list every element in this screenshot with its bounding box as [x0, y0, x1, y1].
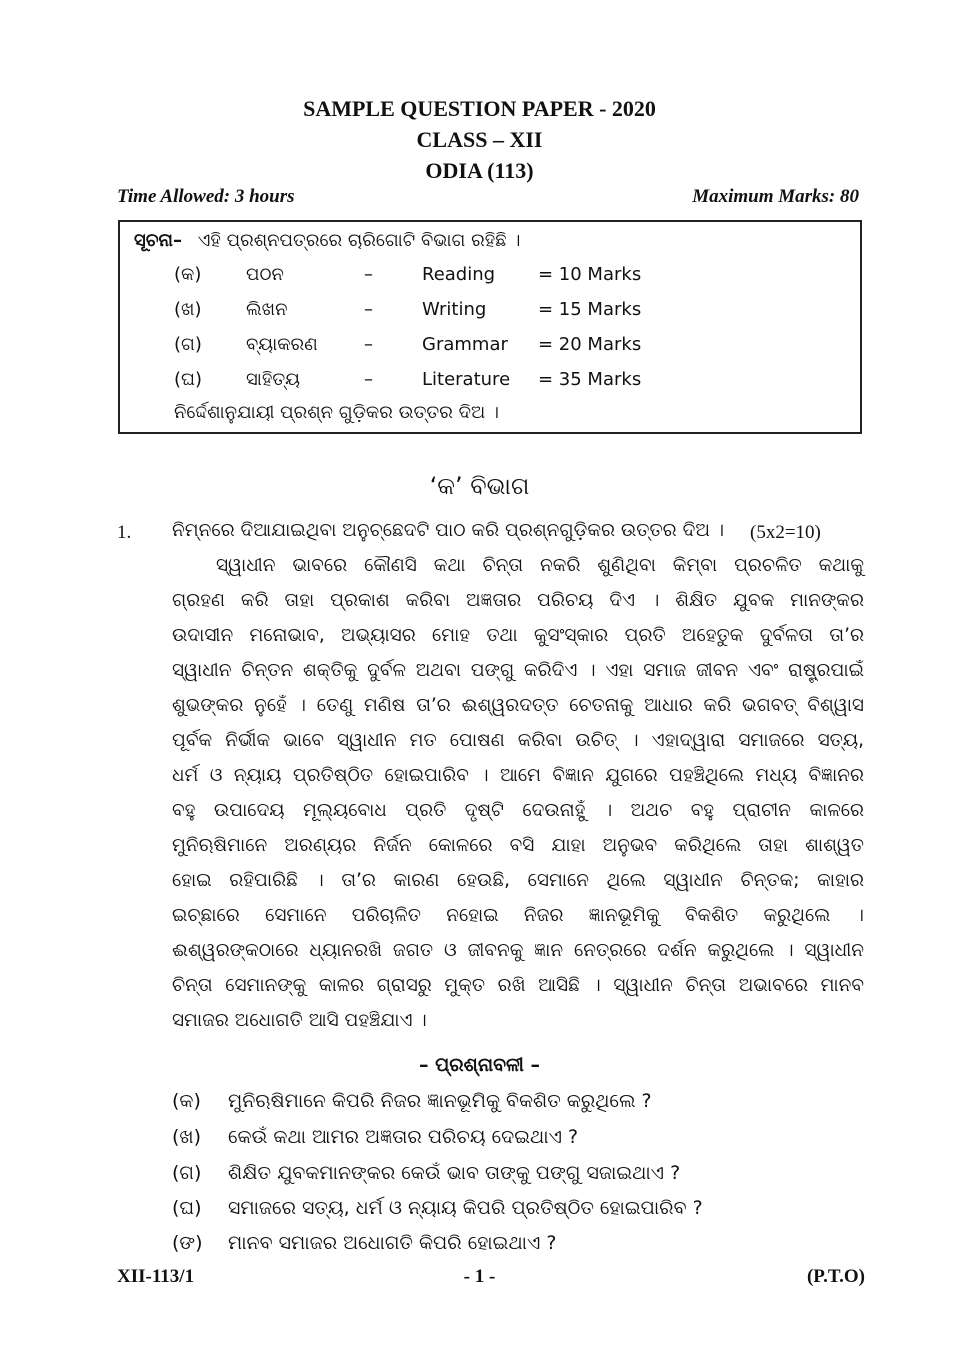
question-item — [172, 1232, 556, 1254]
passage-line: ଧର୍ମ ଓ ନ୍ୟାୟ ପ୍ରତିଷ୍ଠିତ ହୋଇପାରିବ । ଆମେ ବିଜ୍ଞାନ ଯୁଗରେ ପହଞ୍ଚିଥିଲେ ମଧ୍ୟ ବିଜ୍ଞାନର — [172, 765, 864, 786]
section-row — [174, 299, 854, 325]
instructions-intro: ଏହି ପ୍ରଶ୍ନପତ୍ରରେ ଚାରିଗୋଟି ବିଭାଗ ରହିଛି । — [197, 230, 521, 251]
question-item — [172, 1162, 680, 1184]
paper-code: XII-113/1 — [117, 1266, 195, 1287]
question-number: 1. — [117, 522, 132, 543]
section-english-name: Literature — [422, 369, 511, 390]
question-item-label: (କ) — [172, 1090, 201, 1112]
class-label: CLASS – XII — [416, 127, 543, 152]
section-marks: = 15 Marks — [538, 299, 642, 320]
section-row — [174, 334, 854, 360]
passage-line: ଗ୍ରହଣ କରି ତାହା ପ୍ରକାଶ କରିବା ଅଜ୍ଞତାର ପରିଚୟ ଦିଏ । ଶିକ୍ଷିତ ଯୁବକ ମାନଙ୍କର — [172, 590, 864, 611]
question-item-label: (ଙ) — [172, 1232, 203, 1254]
section-odia-name: ସାହିତ୍ୟ — [246, 369, 301, 390]
question-item-text: କେଉଁ କଥା ଆମର ଅଜ୍ଞତାର ପରିଚୟ ଦେଇଥାଏ ? — [228, 1126, 579, 1148]
passage-line: ଶୁଭଙ୍କର ନୁହେଁ । ତେଣୁ ମଣିଷ ତା’ର ଈଶ୍ୱରଦତ୍ତ ଚେତନାକୁ ଆଧାର କରି ଭଗବତ୍ ବିଶ୍ୱାସ — [172, 695, 864, 716]
instructions-box — [118, 220, 862, 434]
maximum-marks: Maximum Marks: 80 — [692, 186, 859, 207]
section-odia-name: ଲିଖନ — [246, 299, 288, 320]
question-item-text: ମୁନିଋଷିମାନେ କିପରି ନିଜର ଜ୍ଞାନଭୂମିକୁ ବିକଶିତ କରୁଥିଲେ ? — [228, 1090, 652, 1112]
subject-label: ODIA (113) — [425, 158, 534, 183]
section-dash: – — [364, 334, 373, 355]
section-dash: – — [364, 299, 373, 320]
question-item-label: (ଖ) — [172, 1126, 202, 1148]
section-marks: = 10 Marks — [538, 264, 642, 285]
section-marks: = 20 Marks — [538, 334, 642, 355]
question-item — [172, 1090, 652, 1112]
question-item-label: (ଗ) — [172, 1162, 202, 1184]
instructions-heading: ସୂଚନା– — [134, 230, 183, 251]
time-allowed: Time Allowed: 3 hours — [117, 186, 295, 207]
passage-line: ପୂର୍ବକ ନିର୍ଭୀକ ଭାବେ ସ୍ୱାଧୀନ ମତ ପୋଷଣ କରିବା ଉଚିତ୍ । ଏହାଦ୍ୱାରା ସମାଜରେ ସତ୍ୟ, — [172, 730, 864, 751]
section-label: (ଘ) — [174, 369, 202, 390]
questions-title: – ପ୍ରଶ୍ନାବଳୀ – — [418, 1054, 541, 1076]
question-item — [172, 1197, 703, 1219]
passage-line: ଚିନ୍ତା ସେମାନଙ୍କୁ କାଳର ଗ୍ରାସରୁ ମୁକ୍ତ ରଖି ଆସିଛି । ସ୍ୱାଧୀନ ଚିନ୍ତା ଅଭାବରେ ମାନବ — [172, 975, 864, 996]
section-english-name: Grammar — [422, 334, 508, 355]
question-item-text: ଶିକ୍ଷିତ ଯୁବକମାନଙ୍କର କେଉଁ ଭାବ ତାଙ୍କୁ ପଙ୍ଗୁ ସଜାଇଥାଏ ? — [228, 1162, 681, 1184]
passage-line: ସମାଜର ଅଧୋଗତି ଆସି ପହଞ୍ଚିଯାଏ । — [172, 1010, 427, 1031]
section-row — [174, 369, 854, 395]
section-row — [174, 264, 854, 290]
passage-line: ଉଦାସୀନ ମନୋଭାବ, ଅଭ୍ୟାସର ମୋହ ତଥା କୁସଂସ୍କାର ପ୍ରତି ଅହେତୁକ ଦୁର୍ବଳତା ତା’ର — [172, 625, 864, 646]
passage-line: ଈଶ୍ୱରଙ୍କଠାରେ ଧ୍ୟାନରଖି ଜଗତ ଓ ଜୀବନକୁ ଜ୍ଞାନ ନେତ୍ରରେ ଦର୍ଶନ କରୁଥିଲେ । ସ୍ୱାଧୀନ — [172, 940, 864, 961]
section-label: (କ) — [174, 264, 202, 285]
question-marks: (5x2=10) — [750, 522, 821, 543]
section-label: (ଗ) — [174, 334, 202, 355]
passage-line: ସ୍ୱାଧୀନ ଭାବରେ କୌଣସି କଥା ଚିନ୍ତା ନକରି ଶୁଣିଥିବା କିମ୍ବା ପ୍ରଚଳିତ କଥାକୁ — [216, 555, 864, 576]
section-english-name: Reading — [422, 264, 496, 285]
question-item-label: (ଘ) — [172, 1197, 202, 1219]
instructions-footer: ନିର୍ଦ୍ଦେଶାନୁଯାୟୀ ପ୍ରଶ୍ନ ଗୁଡ଼ିକର ଉତ୍ତର ଦିଅ । — [174, 402, 500, 423]
section-marks: = 35 Marks — [538, 369, 642, 390]
section-odia-name: ପଠନ — [246, 264, 284, 285]
passage-line: ବହୁ ଉପାଦେୟ ମୂଲ୍ୟବୋଧ ପ୍ରତି ଦୃଷ୍ଟି ଦେଉନାହୁଁ । ଅଥଚ ବହୁ ପ୍ରାଚୀନ କାଳରେ — [172, 800, 864, 821]
passage-line: ମୁନିଋଷିମାନେ ଅରଣ୍ୟର ନିର୍ଜନ କୋଳରେ ବସି ଯାହା ଅନୁଭବ କରିଥିଲେ ତାହା ଶାଶ୍ୱତ — [172, 835, 864, 856]
question-item-text: ମାନବ ସମାଜର ଅଧୋଗତି କିପରି ହୋଇଥାଏ ? — [228, 1232, 557, 1254]
section-title: ‘କ’ ବିଭାଗ — [429, 472, 530, 500]
section-label: (ଖ) — [174, 299, 202, 320]
please-turn-over: (P.T.O) — [806, 1266, 865, 1287]
question-prompt: ନିମ୍ନରେ ଦିଆଯାଇଥିବା ଅନୁଚ୍ଛେଦଟି ପାଠ କରି ପ୍ରଶ୍ନଗୁଡ଼ିକର ଉତ୍ତର ଦିଅ । — [172, 520, 725, 541]
section-dash: – — [364, 264, 373, 285]
section-dash: – — [364, 369, 373, 390]
section-odia-name: ବ୍ୟାକରଣ — [246, 334, 318, 355]
page-number: - 1 - — [463, 1266, 496, 1287]
question-item — [172, 1126, 578, 1148]
passage-line: ହୋଇ ରହିପାରିଛି । ତା’ର କାରଣ ହେଉଛି, ସେମାନେ ଥିଲେ ସ୍ୱାଧୀନ ଚିନ୍ତକ; କାହାର — [172, 870, 864, 891]
paper-title: SAMPLE QUESTION PAPER - 2020 — [303, 96, 656, 121]
passage-line: ସ୍ୱାଧୀନ ଚିନ୍ତନ ଶକ୍ତିକୁ ଦୁର୍ବଳ ଅଥବା ପଙ୍ଗୁ କରିଦିଏ । ଏହା ସମାଜ ଜୀବନ ଏବଂ ରାଷ୍ଟ୍ରପାଇଁ — [172, 660, 864, 681]
question-item-text: ସମାଜରେ ସତ୍ୟ, ଧର୍ମ ଓ ନ୍ୟାୟ କିପରି ପ୍ରତିଷ୍ଠିତ ହୋଇପାରିବ ? — [228, 1197, 703, 1219]
section-english-name: Writing — [422, 299, 487, 320]
passage-line: ଇଚ୍ଛାରେ ସେମାନେ ପରିଚାଳିତ ନହୋଇ ନିଜର ଜ୍ଞାନଭୂମିକୁ ବିକଶିତ କରୁଥିଲେ । — [172, 905, 864, 926]
